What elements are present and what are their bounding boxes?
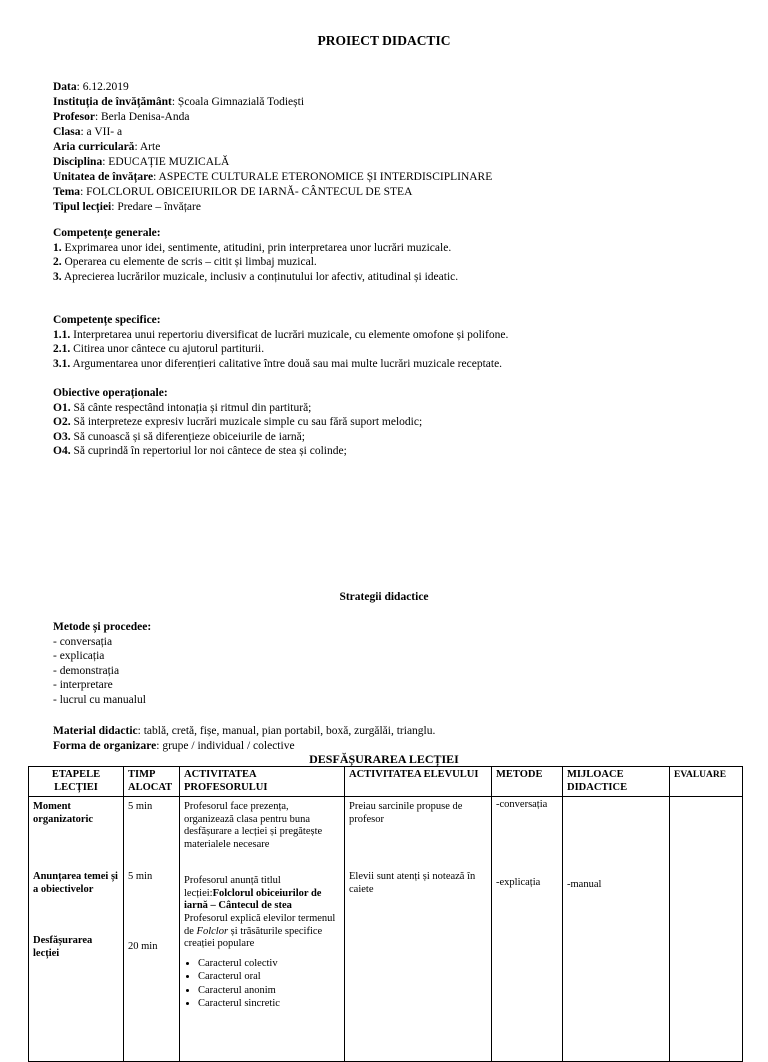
info-block — [53, 80, 492, 215]
method-entry: -conversația — [496, 799, 548, 810]
list-item: • Caracterul sincretic — [198, 997, 340, 1011]
list-item: • Caracterul anonim — [198, 984, 340, 998]
method-item: - interpretare — [53, 679, 113, 691]
column-header: EVALUARE — [670, 767, 743, 797]
table-header-row — [29, 767, 743, 797]
specific-competence-item: 3.1. Argumentarea unor diferențieri calitative între două sau mai multe lucrări muzicale receptate. — [53, 357, 503, 370]
student-activity-text: Elevii sunt atenți și notează în caiete — [349, 871, 476, 895]
lesson-table-title: DESFĂȘURAREA LECȚIEI — [309, 752, 459, 766]
info-lesson-type: Tipul lecției: Predare – învățare — [53, 201, 201, 213]
info-teacher: Profesor: Berla Denisa-Anda — [53, 111, 190, 123]
traits-list — [198, 957, 340, 1011]
specific-competence-item: 2.1. Citirea unor cântece cu ajutorul partiturii. — [53, 343, 265, 355]
student-activity-text: Preiau sarcinile propuse de profesor — [349, 801, 463, 825]
teacher-activity-text: Profesorul explică elevilor termenul de Folclor și trăsăturile specifice creației populare • Caracterul colectiv • Caracterul oral • Caracterul anonim • Caracterul sincretic — [184, 913, 340, 1011]
objective-item: O4. Să cuprindă în repertoriul lor noi cântece de stea și colinde; — [53, 445, 347, 457]
methods-block — [53, 620, 151, 707]
strategies-title: Strategii didactice — [339, 591, 429, 603]
stage-item: Anunțarea temei și a obiectivelor — [33, 871, 118, 895]
teacher-activity-cell — [180, 797, 345, 1062]
means-cell — [563, 797, 670, 1062]
list-item: • Caracterul colectiv — [198, 957, 340, 971]
info-date: Data: 6.12.2019 — [53, 81, 129, 93]
method-item: - lucrul cu manualul — [53, 693, 146, 706]
general-competence-item: 2. Operarea cu elemente de scris – citit și limbaj muzical. — [53, 256, 317, 268]
column-header: ACTIVITATEA PROFESORULUI — [180, 767, 345, 797]
column-header: MIJLOACE DIDACTICE — [563, 767, 670, 797]
general-competences — [53, 226, 458, 284]
objective-item: O1. Să cânte respectând intonația și ritmul din partitură; — [53, 401, 312, 414]
objective-item: O2. Să interpreteze expresiv lucrări muzicale simple cu sau fără suport melodic; — [53, 416, 423, 428]
method-item: - demonstrația — [53, 664, 120, 677]
table-row — [29, 797, 743, 1062]
material-line: Material didactic: tablă, cretă, fișe, manual, pian portabil, boxă, zurgălăi, trianglu. — [53, 725, 436, 737]
stage-item: Moment organizatoric — [33, 801, 94, 825]
objective-item: O3. Să cunoască și să diferențieze obiceiurile de iarnă; — [53, 430, 305, 443]
means-entry: -manual — [567, 879, 602, 890]
lesson-table — [28, 766, 743, 1062]
info-unit: Unitatea de învățare: ASPECTE CULTURALE ETERONOMICE ȘI INTERDISCIPLINARE — [53, 171, 493, 183]
evaluation-cell — [670, 797, 743, 1062]
stages-cell — [29, 797, 124, 1062]
operational-objectives — [53, 386, 422, 459]
methods-heading: Metode și procedee: — [53, 621, 152, 633]
column-header: ACTIVITATEA ELEVULUI — [345, 767, 492, 797]
column-header: METODE — [492, 767, 563, 797]
objectives-heading: Obiective operaționale: — [53, 387, 168, 399]
time-item: 20 min — [128, 941, 158, 952]
general-competences-heading: Competențe generale: — [53, 227, 161, 239]
document-title: PROIECT DIDACTIC — [317, 33, 451, 48]
specific-competence-item: 1.1. Interpretarea unui repertoriu diversificat de lucrări muzicale, cu elemente omofone și polifone. — [53, 328, 509, 341]
teacher-activity-text: Profesorul face prezența, organizează clasa pentru buna desfășurare a lecției și pregătește materialele necesare — [184, 801, 323, 850]
time-item: 5 min — [128, 801, 153, 812]
column-header: TIMP ALOCAT — [124, 767, 180, 797]
info-institution: Instituția de învățământ: Școala Gimnazială Todiești — [53, 96, 305, 108]
teacher-activity-text: Profesorul anunță titlul lecției:Folclorul obiceiurilor de iarnă – Cântecul de stea — [184, 875, 322, 911]
info-theme: Tema: FOLCLORUL OBICEIURILOR DE IARNĂ- CÂNTECUL DE STEA — [53, 186, 413, 198]
method-item: - explicația — [53, 650, 105, 662]
column-header: ETAPELE LECȚIEI — [29, 767, 124, 797]
materials-block — [53, 724, 435, 753]
organization-line: Forma de organizare: grupe / individual / colective — [53, 739, 295, 752]
info-discipline: Disciplina: EDUCAȚIE MUZICALĂ — [53, 156, 230, 168]
list-item: • Caracterul oral — [198, 970, 340, 984]
general-competence-item: 3. Aprecierea lucrărilor muzicale, inclusiv a conținutului lor afectiv, atitudinal și ideatic. — [53, 270, 459, 283]
info-class: Clasa: a VII- a — [53, 126, 123, 138]
specific-competences-heading: Competențe specifice: — [53, 314, 161, 326]
time-cell — [124, 797, 180, 1062]
method-item: - conversația — [53, 635, 113, 648]
methods-cell — [492, 797, 563, 1062]
method-entry: -explicația — [496, 877, 541, 888]
general-competence-item: 1. Exprimarea unor idei, sentimente, atitudini, prin interpretarea unor lucrări muzicale. — [53, 241, 452, 254]
specific-competences — [53, 313, 508, 371]
time-item: 5 min — [128, 871, 153, 882]
info-area: Aria curriculară: Arte — [53, 141, 161, 153]
student-activity-cell — [345, 797, 492, 1062]
stage-item: Desfășurarea lecției — [33, 935, 93, 959]
